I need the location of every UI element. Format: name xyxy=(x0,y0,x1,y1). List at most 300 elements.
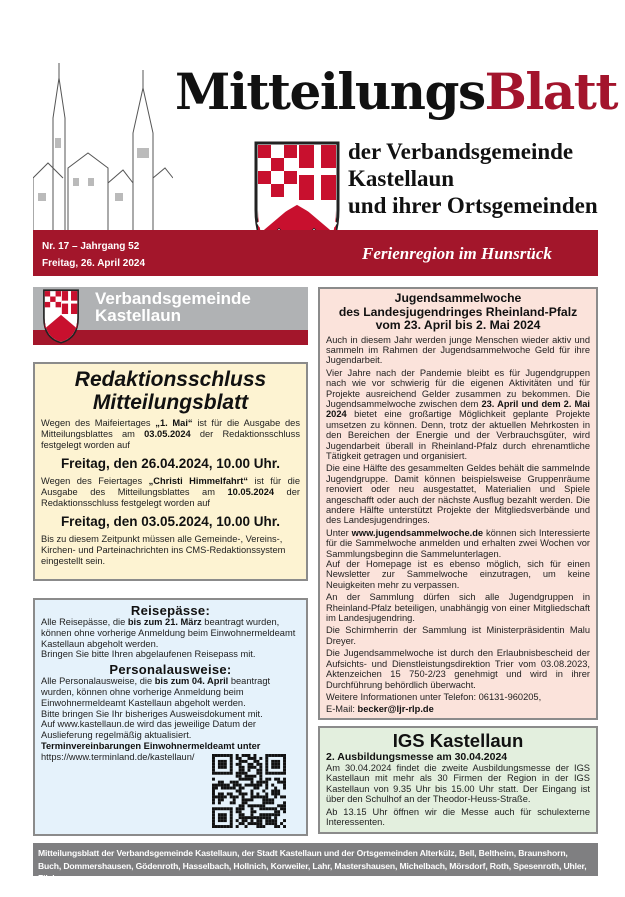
qr-module xyxy=(230,816,233,819)
qr-module xyxy=(250,792,253,795)
qr-module xyxy=(221,819,224,822)
qr-module xyxy=(236,763,239,766)
qr-module xyxy=(253,783,256,786)
qr-module xyxy=(248,769,251,772)
qr-module xyxy=(265,772,268,775)
qr-module xyxy=(268,813,271,816)
qr-module xyxy=(248,757,251,760)
text: Vier Jahre nach der Pandemie bleibt es für Jugendgruppen nach wie vor schwierig für die eigenen Aktivitäten und für Projekte ausreichend Gelder zusammen zu bekommen. Die Jugendsammelwoche zwischen dem xyxy=(326,367,590,409)
qr-module xyxy=(218,754,221,757)
qr-module xyxy=(277,789,280,792)
qr-module xyxy=(221,807,224,810)
qr-module xyxy=(259,795,262,798)
qr-module xyxy=(239,760,242,763)
qr-module xyxy=(215,783,218,786)
qr-module xyxy=(245,783,248,786)
email-link[interactable]: becker@ljr-rlp.de xyxy=(357,704,434,715)
qr-module xyxy=(239,813,242,816)
qr-module xyxy=(256,760,259,763)
bold-text: 10.05.2024 xyxy=(227,487,275,497)
qr-module xyxy=(250,816,253,819)
qr-module xyxy=(245,816,248,819)
qr-module xyxy=(283,825,286,828)
qr-module xyxy=(253,786,256,789)
qr-code[interactable] xyxy=(212,754,286,828)
qr-module xyxy=(242,754,245,757)
qr-module xyxy=(253,760,256,763)
qr-module xyxy=(224,825,227,828)
qr-module xyxy=(268,777,271,780)
qr-module xyxy=(271,789,274,792)
qr-module xyxy=(265,780,268,783)
qr-module xyxy=(250,819,253,822)
title-part-1: Mitteilungs xyxy=(175,62,485,121)
qr-module xyxy=(236,780,239,783)
text: Wegen des Maifeiertages xyxy=(41,418,156,428)
qr-module xyxy=(248,777,251,780)
masthead-title xyxy=(175,62,617,121)
qr-module xyxy=(271,819,274,822)
qr-module xyxy=(265,769,268,772)
qr-module xyxy=(230,825,233,828)
qr-module xyxy=(265,792,268,795)
qr-module xyxy=(221,760,224,763)
qr-module xyxy=(256,804,259,807)
qr-module xyxy=(233,801,236,804)
qr-module xyxy=(242,766,245,769)
qr-module xyxy=(212,786,215,789)
qr-module xyxy=(256,792,259,795)
qr-module xyxy=(239,804,242,807)
igs-title: IGS Kastellaun xyxy=(392,730,524,751)
qr-module xyxy=(265,783,268,786)
qr-module xyxy=(262,804,265,807)
subtitle-line: und ihrer Ortsgemeinden xyxy=(348,193,598,218)
qr-module xyxy=(265,795,268,798)
qr-module xyxy=(274,763,277,766)
qr-module xyxy=(227,786,230,789)
title-part-2: Blatt xyxy=(484,62,617,121)
qr-module xyxy=(245,777,248,780)
subtitle-line: der Verbandsgemeinde xyxy=(348,139,574,164)
jsw-phone: Weitere Informationen unter Telefon: 06131-960205, xyxy=(326,691,542,702)
qr-module xyxy=(236,810,239,813)
qr-module xyxy=(262,789,265,792)
redaktionsschluss-box xyxy=(33,362,308,581)
qr-module xyxy=(212,757,215,760)
qr-module xyxy=(271,798,274,801)
qr-module xyxy=(236,807,239,810)
jsw-p4b: Auf der Homepage ist es ebenso möglich, sich für einen Newsletter zur Sammelwoche einzutragen, um keine Neuigkeiten mehr zu verpassen. xyxy=(326,559,590,590)
qr-module xyxy=(280,807,283,810)
qr-module xyxy=(221,780,224,783)
qr-module xyxy=(277,813,280,816)
qr-module xyxy=(212,807,215,810)
deadline-date-2: Freitag, den 03.05.2024, 10.00 Uhr. xyxy=(60,514,281,529)
bold-text: 03.05.2024 xyxy=(144,429,191,439)
qr-module xyxy=(253,822,256,825)
igs-p1: Am 30.04.2024 findet die zweite Ausbildungsmesse der IGS Kastellaun mit mehr als 30 Firmen der Region in der IGS Kastellaun von 9.35 Uhr bis 15.00 Uhr statt. Der Eingang ist über den Schulhof an der Theodor-Heuss-Straße. xyxy=(326,763,590,805)
qr-module xyxy=(265,801,268,804)
qr-module xyxy=(248,774,251,777)
qr-module xyxy=(256,783,259,786)
qr-module xyxy=(242,819,245,822)
qr-module xyxy=(221,783,224,786)
qr-module xyxy=(242,769,245,772)
qr-module xyxy=(224,772,227,775)
qr-module xyxy=(212,754,215,757)
qr-module xyxy=(250,763,253,766)
town-sketch-illustration xyxy=(33,58,173,230)
qr-module xyxy=(250,798,253,801)
qr-module xyxy=(256,825,259,828)
qr-module xyxy=(265,754,268,757)
qr-module xyxy=(283,786,286,789)
qr-module xyxy=(221,795,224,798)
qr-module xyxy=(262,816,265,819)
qr-module xyxy=(274,766,277,769)
qr-module xyxy=(271,772,274,775)
qr-module xyxy=(256,763,259,766)
qr-module xyxy=(283,804,286,807)
qr-module xyxy=(274,825,277,828)
passes-p1b: Bringen Sie bitte Ihren abgelaufenen Reisepass mit. xyxy=(41,649,256,660)
qr-module xyxy=(268,807,271,810)
qr-module xyxy=(277,772,280,775)
footer-municipalities: Mitteilungsblatt der Verbandsgemeinde Kastellaun, der Stadt Kastellaun und der Ortsgemeinden Alterkülz, Bell, Beltheim, Braunshorn, Buch, Dommershausen, Gödenroth, Hasselbach, Hollnich, Korweiler, Lahr, Mastershausen, Michelbach, Mörsdorf, Roth, Spesenroth, Uhler, Zilshausen xyxy=(33,843,598,876)
slogan: Ferienregion im Hunsrück xyxy=(362,244,552,263)
qr-module xyxy=(250,810,253,813)
qr-module xyxy=(227,783,230,786)
qr-module xyxy=(212,816,215,819)
qr-module xyxy=(230,760,233,763)
qr-module xyxy=(236,754,239,757)
qr-module xyxy=(230,801,233,804)
qr-module xyxy=(239,777,242,780)
qr-module xyxy=(259,766,262,769)
qr-module xyxy=(277,780,280,783)
qr-module xyxy=(271,822,274,825)
jsw-p2 xyxy=(326,368,590,462)
qr-module xyxy=(256,772,259,775)
qr-module xyxy=(274,819,277,822)
qr-module xyxy=(218,792,221,795)
qr-module xyxy=(239,807,242,810)
qr-module xyxy=(253,774,256,777)
qr-module xyxy=(277,760,280,763)
personalausweise-heading: Personalausweise: xyxy=(109,662,232,678)
vg-banner-title xyxy=(95,290,251,324)
qr-module xyxy=(212,801,215,804)
terminland-link[interactable]: https://www.terminland.de/kastellaun/ xyxy=(41,751,195,762)
qr-module xyxy=(224,807,227,810)
qr-module xyxy=(259,769,262,772)
qr-module xyxy=(265,819,268,822)
qr-module xyxy=(224,754,227,757)
qr-module xyxy=(239,816,242,819)
qr-module xyxy=(259,774,262,777)
qr-module xyxy=(274,795,277,798)
qr-module xyxy=(239,822,242,825)
qr-module xyxy=(283,780,286,783)
qr-module xyxy=(215,795,218,798)
qr-module xyxy=(262,807,265,810)
qr-module xyxy=(265,766,268,769)
qr-module xyxy=(224,786,227,789)
qr-module xyxy=(250,774,253,777)
title-line: vom 23. April bis 2. Mai 2024 xyxy=(375,318,541,332)
qr-module xyxy=(212,777,215,780)
qr-module xyxy=(253,810,256,813)
qr-module xyxy=(212,792,215,795)
qr-module xyxy=(262,780,265,783)
qr-module xyxy=(224,766,227,769)
qr-module xyxy=(283,772,286,775)
qr-module xyxy=(245,819,248,822)
bold-text: bis zum 21. März xyxy=(127,617,202,627)
qr-module xyxy=(221,786,224,789)
redaktion-p1 xyxy=(41,418,300,451)
qr-module xyxy=(242,760,245,763)
qr-module xyxy=(262,825,265,828)
qr-module xyxy=(271,766,274,769)
qr-module xyxy=(277,777,280,780)
qr-module xyxy=(218,780,221,783)
text: Wegen des Feiertages xyxy=(41,476,149,486)
qr-module xyxy=(212,760,215,763)
qr-module xyxy=(283,807,286,810)
passes-p2b: Bitte bringen Sie Ihr bisheriges Ausweisdokument mit. xyxy=(41,708,263,719)
title-line: Mitteilungsblatt xyxy=(92,391,249,414)
qr-module xyxy=(221,792,224,795)
qr-module xyxy=(283,769,286,772)
qr-module xyxy=(248,798,251,801)
qr-module xyxy=(265,798,268,801)
qr-module xyxy=(256,780,259,783)
qr-module xyxy=(224,816,227,819)
igs-subtitle: 2. Ausbildungsmesse am 30.04.2024 xyxy=(326,751,508,763)
qr-module xyxy=(245,825,248,828)
qr-module xyxy=(250,813,253,816)
qr-module xyxy=(239,774,242,777)
qr-module xyxy=(268,816,271,819)
passes-p2c: Auf www.kastellaun.de wird das jeweilige Datum der Auslieferung regelmäßig aktualisiert. xyxy=(41,719,256,741)
qr-module xyxy=(274,810,277,813)
jsw-p4 xyxy=(326,528,590,559)
text: können sich Interessierte für die Sammelwoche anmelden und erhalten zwei Wochen vor Sammlungsbeginn die Sammelunterlagen. xyxy=(326,527,590,559)
qr-module xyxy=(253,766,256,769)
qr-module xyxy=(277,763,280,766)
qr-module xyxy=(250,822,253,825)
text: E-Mail: xyxy=(326,704,358,715)
bold-text: 23. April und dem 2. Mai 2024 xyxy=(326,398,590,420)
text: Alle Reisepässe, die xyxy=(41,617,128,627)
qr-module xyxy=(245,772,248,775)
qr-module xyxy=(265,813,268,816)
qr-module xyxy=(248,822,251,825)
qr-module xyxy=(227,825,230,828)
qr-module xyxy=(250,780,253,783)
qr-module xyxy=(218,760,221,763)
qr-module xyxy=(248,783,251,786)
qr-module xyxy=(271,801,274,804)
text: beantragt wurden, können ohne vorherige Anmeldung beim Einwohnermeldeamt Kastellaun abgeholt werden. xyxy=(41,676,271,708)
qr-module xyxy=(245,792,248,795)
qr-module xyxy=(212,798,215,801)
qr-module xyxy=(256,819,259,822)
qr-module xyxy=(218,807,221,810)
coat-of-arms-icon xyxy=(39,289,83,344)
qr-module xyxy=(218,772,221,775)
qr-module xyxy=(274,772,277,775)
qr-module xyxy=(280,780,283,783)
qr-module xyxy=(280,754,283,757)
qr-module xyxy=(268,822,271,825)
qr-module xyxy=(256,769,259,772)
qr-module xyxy=(224,795,227,798)
qr-module xyxy=(242,804,245,807)
qr-module xyxy=(250,804,253,807)
jsw-p5: An der Sammlung dürfen sich alle Jugendgruppen in Rheinland-Pfalz beteiligen, unabhängig von einer Mitgliedschaft im Landesjugendring. xyxy=(326,592,590,624)
qr-module xyxy=(224,819,227,822)
qr-module xyxy=(271,792,274,795)
qr-module xyxy=(256,786,259,789)
qr-module xyxy=(239,792,242,795)
qr-module xyxy=(259,780,262,783)
qr-module xyxy=(236,795,239,798)
qr-module xyxy=(236,772,239,775)
qr-module xyxy=(218,795,221,798)
qr-module xyxy=(212,772,215,775)
qr-module xyxy=(268,754,271,757)
qr-module xyxy=(253,795,256,798)
passes-p1 xyxy=(41,617,300,649)
qr-module xyxy=(268,772,271,775)
qr-module xyxy=(242,798,245,801)
qr-module xyxy=(242,772,245,775)
qr-module xyxy=(230,822,233,825)
issue-info xyxy=(42,238,145,272)
qr-module xyxy=(259,825,262,828)
qr-module xyxy=(230,810,233,813)
qr-module xyxy=(283,819,286,822)
qr-module xyxy=(271,807,274,810)
qr-module xyxy=(277,810,280,813)
qr-module xyxy=(227,792,230,795)
qr-module xyxy=(262,798,265,801)
qr-module xyxy=(212,819,215,822)
title-line: des Landesjugendringes Rheinland-Pfalz xyxy=(338,304,578,319)
jugendsammelwoche-link[interactable]: www.jugendsammelwoche.de xyxy=(351,527,484,538)
qr-module xyxy=(245,798,248,801)
igs-p2: Ab 13.15 Uhr öffnen wir die Messe auch für schulexterne Interessenten. xyxy=(326,806,590,828)
qr-module xyxy=(221,798,224,801)
qr-module xyxy=(259,804,262,807)
qr-module xyxy=(239,786,242,789)
qr-module xyxy=(236,825,239,828)
vg-line: Verbandsgemeinde xyxy=(95,289,251,308)
vg-banner xyxy=(33,287,308,345)
qr-module xyxy=(250,789,253,792)
qr-module xyxy=(253,754,256,757)
issue-date: Freitag, 26. April 2024 xyxy=(42,258,146,269)
qr-module xyxy=(230,754,233,757)
qr-module xyxy=(280,795,283,798)
bold-text: „Christi Himmelfahrt“ xyxy=(148,476,249,486)
qr-module xyxy=(245,774,248,777)
qr-module xyxy=(218,763,221,766)
passes-termin xyxy=(41,741,300,752)
qr-module xyxy=(221,763,224,766)
qr-module xyxy=(265,822,268,825)
qr-module xyxy=(230,766,233,769)
qr-module xyxy=(239,763,242,766)
redaktion-title xyxy=(41,368,300,414)
redaktion-p3: Bis zu diesem Zeitpunkt müssen alle Gemeinde-, Vereins-, Kirchen- und Parteinachrichten ins CMS-Redaktionssystem eingestellt sein. xyxy=(41,534,286,566)
qr-module xyxy=(212,763,215,766)
qr-module xyxy=(230,763,233,766)
qr-module xyxy=(242,813,245,816)
qr-module xyxy=(221,772,224,775)
qr-module xyxy=(268,819,271,822)
qr-module xyxy=(259,763,262,766)
qr-module xyxy=(250,757,253,760)
qr-module xyxy=(262,813,265,816)
qr-module xyxy=(274,760,277,763)
qr-module xyxy=(215,807,218,810)
qr-module xyxy=(230,786,233,789)
qr-module xyxy=(271,783,274,786)
qr-module xyxy=(230,795,233,798)
qr-module xyxy=(259,816,262,819)
qr-module xyxy=(233,780,236,783)
qr-module xyxy=(227,754,230,757)
qr-module xyxy=(212,822,215,825)
bold-text: bis zum 04. April xyxy=(154,676,229,687)
qr-module xyxy=(242,822,245,825)
qr-module xyxy=(283,754,286,757)
qr-module xyxy=(212,825,215,828)
qr-module xyxy=(250,807,253,810)
qr-module xyxy=(277,804,280,807)
jugendsammelwoche-box xyxy=(318,287,598,720)
qr-module xyxy=(274,789,277,792)
qr-module xyxy=(248,804,251,807)
qr-module xyxy=(283,795,286,798)
qr-module xyxy=(271,763,274,766)
qr-module xyxy=(215,825,218,828)
qr-module xyxy=(265,763,268,766)
qr-module xyxy=(271,754,274,757)
qr-module xyxy=(274,813,277,816)
qr-module xyxy=(239,783,242,786)
qr-module xyxy=(236,789,239,792)
qr-module xyxy=(230,819,233,822)
qr-module xyxy=(265,816,268,819)
qr-module xyxy=(256,795,259,798)
qr-module xyxy=(256,816,259,819)
qr-module xyxy=(256,822,259,825)
qr-module xyxy=(212,766,215,769)
qr-module xyxy=(265,777,268,780)
qr-module xyxy=(253,757,256,760)
qr-module xyxy=(245,801,248,804)
qr-module xyxy=(224,783,227,786)
qr-module xyxy=(259,772,262,775)
qr-module xyxy=(250,766,253,769)
qr-module xyxy=(242,816,245,819)
qr-module xyxy=(280,822,283,825)
